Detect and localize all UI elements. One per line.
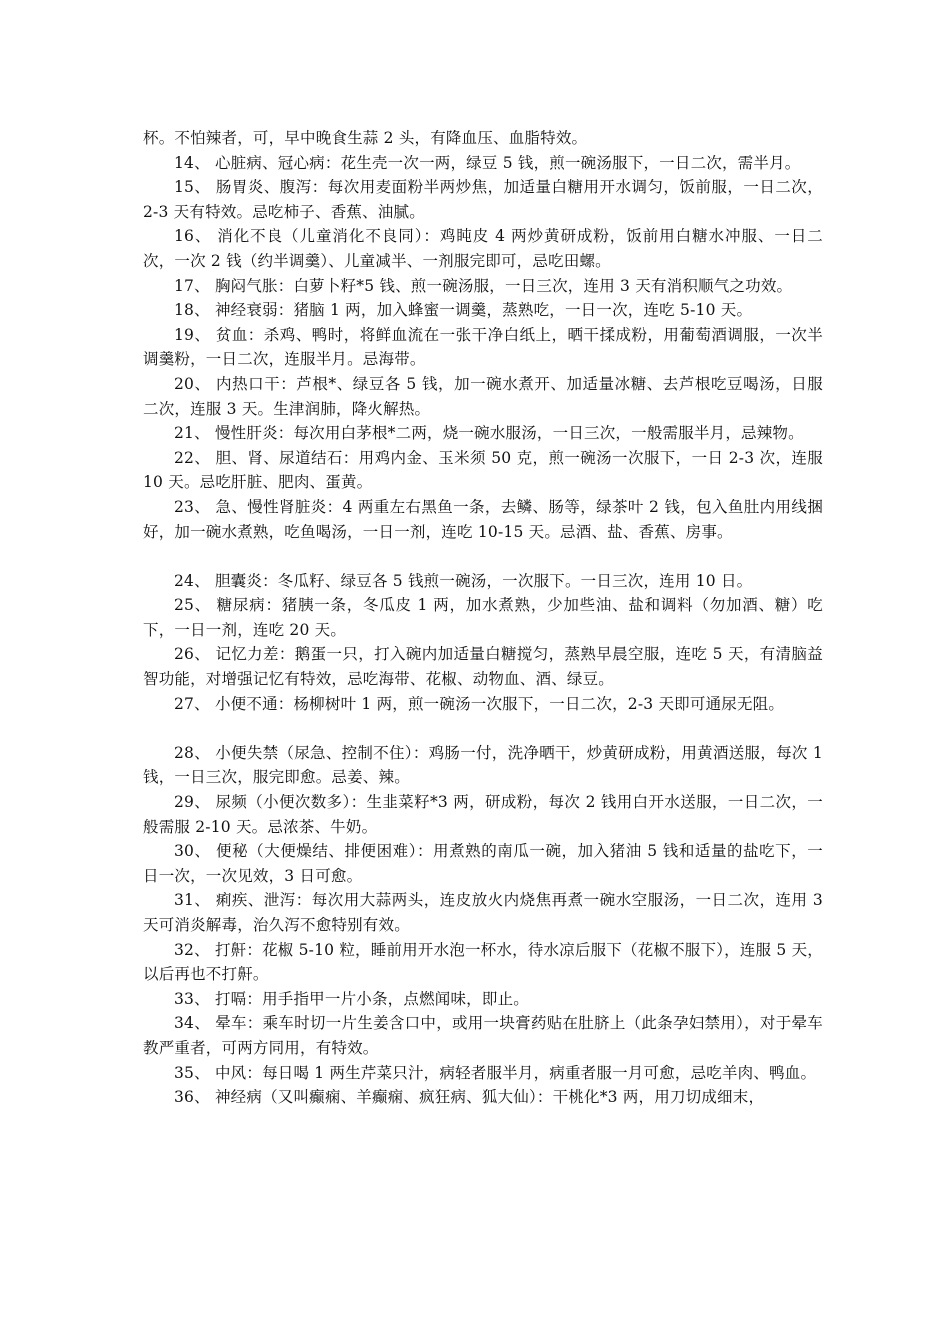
item-text: 内热口干：芦根*、绿豆各 5 钱，加一碗水煮开、加适量冰糖、去芦根吃豆喝汤，日服二次，连服 3 天。生津润肺，降火解热。	[143, 374, 823, 418]
item-number: 32、	[174, 940, 210, 959]
remedy-item	[143, 421, 823, 446]
item-number: 28、	[174, 743, 211, 762]
item-text: 胸闷气胀：白萝卜籽*5 钱、煎一碗汤服，一日三次，连用 3 天有消积顺气之功效。	[214, 276, 793, 295]
item-number: 20、	[174, 374, 211, 393]
item-text: 记忆力差：鹅蛋一只，打入碗内加适量白糖搅匀，蒸熟早晨空服，连吃 5 天，有清脑益智功能，对增强记忆有特效，忌吃海带、花椒、动物血、酒、绿豆。	[143, 645, 823, 689]
item-number: 17、	[174, 276, 210, 295]
item-text: 胆、肾、尿道结石：用鸡内金、玉米须 50 克，煎一碗汤一次服下，一日 2-3 次，连服 10 天。忌吃肝脏、肥肉、蛋黄。	[143, 448, 823, 492]
remedy-item	[143, 839, 823, 888]
item-number: 19、	[174, 325, 211, 344]
remedy-item	[143, 224, 823, 273]
item-number: 21、	[174, 424, 210, 443]
item-text: 打鼾：花椒 5-10 粒，睡前用开水泡一杯水，待水凉后服下（花椒不服下），连服 5 天，以后再也不打鼾。	[143, 940, 823, 984]
item-number: 22、	[174, 448, 211, 467]
item-text: 心脏病、冠心病：花生壳一次一两，绿豆 5 钱，煎一碗汤服下，一日二次，需半月。	[214, 153, 801, 172]
item-text: 晕车：乘车时切一片生姜含口中，或用一块膏药贴在肚脐上（此条孕妇禁用），对于晕车教严重者，可两方同用，有特效。	[143, 1014, 823, 1057]
remedy-item	[143, 274, 823, 299]
item-number: 33、	[174, 989, 210, 1008]
item-number: 24、	[174, 571, 210, 590]
item-number: 29、	[174, 793, 211, 812]
remedy-item	[143, 323, 823, 372]
item-text: 中风：每日喝 1 两生芹菜只汁，病轻者服半月，病重者服一月可愈，忌吃羊肉、鸭血。	[214, 1063, 817, 1082]
remedy-item	[143, 593, 823, 642]
remedy-item	[143, 175, 823, 224]
remedy-item	[143, 298, 823, 323]
paragraph-text: 杯。不怕辣者，可，早中晚食生蒜 2 头，有降血压、血脂特效。	[143, 129, 588, 147]
item-text: 打嗝：用手指甲一片小条，点燃闻味，即止。	[214, 989, 529, 1008]
document-body	[143, 126, 823, 1110]
item-number: 27、	[174, 694, 210, 713]
remedy-item	[143, 372, 823, 421]
item-text: 肠胃炎、腹泻：每次用麦面粉半两炒焦，加适量白糖用开水调匀，饭前服，一日二次，2-3 天有特效。忌吃柿子、香蕉、油腻。	[143, 178, 823, 221]
remedy-item	[143, 790, 823, 839]
item-number: 34、	[174, 1014, 210, 1033]
item-text: 痢疾、泄泻：每次用大蒜两头，连皮放火内烧焦再煮一碗水空服汤，一日二次，连用 3 天可消炎解毒，治久泻不愈特别有效。	[143, 891, 823, 934]
item-text: 便秘（大便燥结、排便困难）：用煮熟的南瓜一碗，加入猪油 5 钱和适量的盐吃下，一日一次，一次见效，3 日可愈。	[143, 842, 823, 885]
item-text: 贫血：杀鸡、鸭时，将鲜血流在一张干净白纸上，晒干揉成粉，用葡萄酒调服，一次半调羹粉，一日二次，连服半月。忌海带。	[143, 325, 823, 369]
remedy-item	[143, 1085, 823, 1110]
item-text: 慢性肝炎：每次用白茅根*二两，烧一碗水服汤，一日三次，一般需服半月，忌辣物。	[214, 424, 804, 443]
item-number: 30、	[174, 842, 211, 861]
item-number: 35、	[174, 1063, 210, 1082]
item-number: 16、	[174, 227, 212, 246]
remedy-item	[143, 741, 823, 790]
item-number: 36、	[174, 1088, 210, 1107]
paragraph	[143, 126, 823, 151]
item-text: 小便失禁（尿急、控制不住）：鸡肠一付，洗净晒干，炒黄研成粉，用黄酒送服，每次 1 钱，一日三次，服完即愈。忌姜、辣。	[143, 743, 823, 787]
remedy-item	[143, 1061, 823, 1086]
remedy-item	[143, 692, 823, 717]
item-number: 26、	[174, 645, 211, 664]
item-text: 胆囊炎：冬瓜籽、绿豆各 5 钱煎一碗汤，一次服下。一日三次，连用 10 日。	[214, 571, 753, 590]
remedy-item	[143, 642, 823, 691]
item-number: 14、	[174, 153, 210, 172]
item-number: 15、	[174, 178, 211, 197]
remedy-item	[143, 1011, 823, 1060]
item-number: 18、	[174, 301, 210, 320]
item-text: 急、慢性肾脏炎：4 两重左右黑鱼一条，去鳞、肠等，绿茶叶 2 钱，包入鱼肚内用线捆好，加一碗水煮熟，吃鱼喝汤，一日一剂，连吃 10-15 天。忌酒、盐、香蕉、房事。	[143, 497, 823, 541]
item-number: 31、	[174, 891, 211, 910]
remedy-item	[143, 495, 823, 544]
remedy-item	[143, 446, 823, 495]
item-text: 神经衰弱：猪脑 1 两，加入蜂蜜一调羹，蒸熟吃，一日一次，连吃 5-10 天。	[214, 301, 753, 320]
item-text: 消化不良（儿童消化不良同）：鸡盹皮 4 两炒黄研成粉，饭前用白糖水冲服、一日二次，一次 2 钱（约半调羹）、儿童减半、一剂服完即可，忌吃田螺。	[143, 227, 823, 270]
item-text: 小便不通：杨柳树叶 1 两，煎一碗汤一次服下，一日二次，2-3 天即可通尿无阻。	[214, 694, 785, 713]
remedy-item	[143, 888, 823, 937]
remedy-item	[143, 569, 823, 594]
item-text: 糖尿病：猪胰一条，冬瓜皮 1 两，加水煮熟，少加些油、盐和调料（勿加酒、糖）吃下，一日一剂，连吃 20 天。	[143, 596, 823, 639]
item-text: 尿频（小便次数多）：生韭菜籽*3 两，研成粉，每次 2 钱用白开水送服，一日二次，一般需服 2-10 天。忌浓茶、牛奶。	[143, 793, 823, 836]
remedy-item	[143, 987, 823, 1012]
remedy-item	[143, 151, 823, 176]
item-number: 25、	[174, 596, 211, 615]
item-text: 神经病（又叫癫痫、羊癫痫、疯狂病、狐大仙）：干桃化*3 两，用刀切成细末，	[214, 1088, 765, 1107]
remedy-item	[143, 938, 823, 987]
item-number: 23、	[174, 497, 211, 516]
